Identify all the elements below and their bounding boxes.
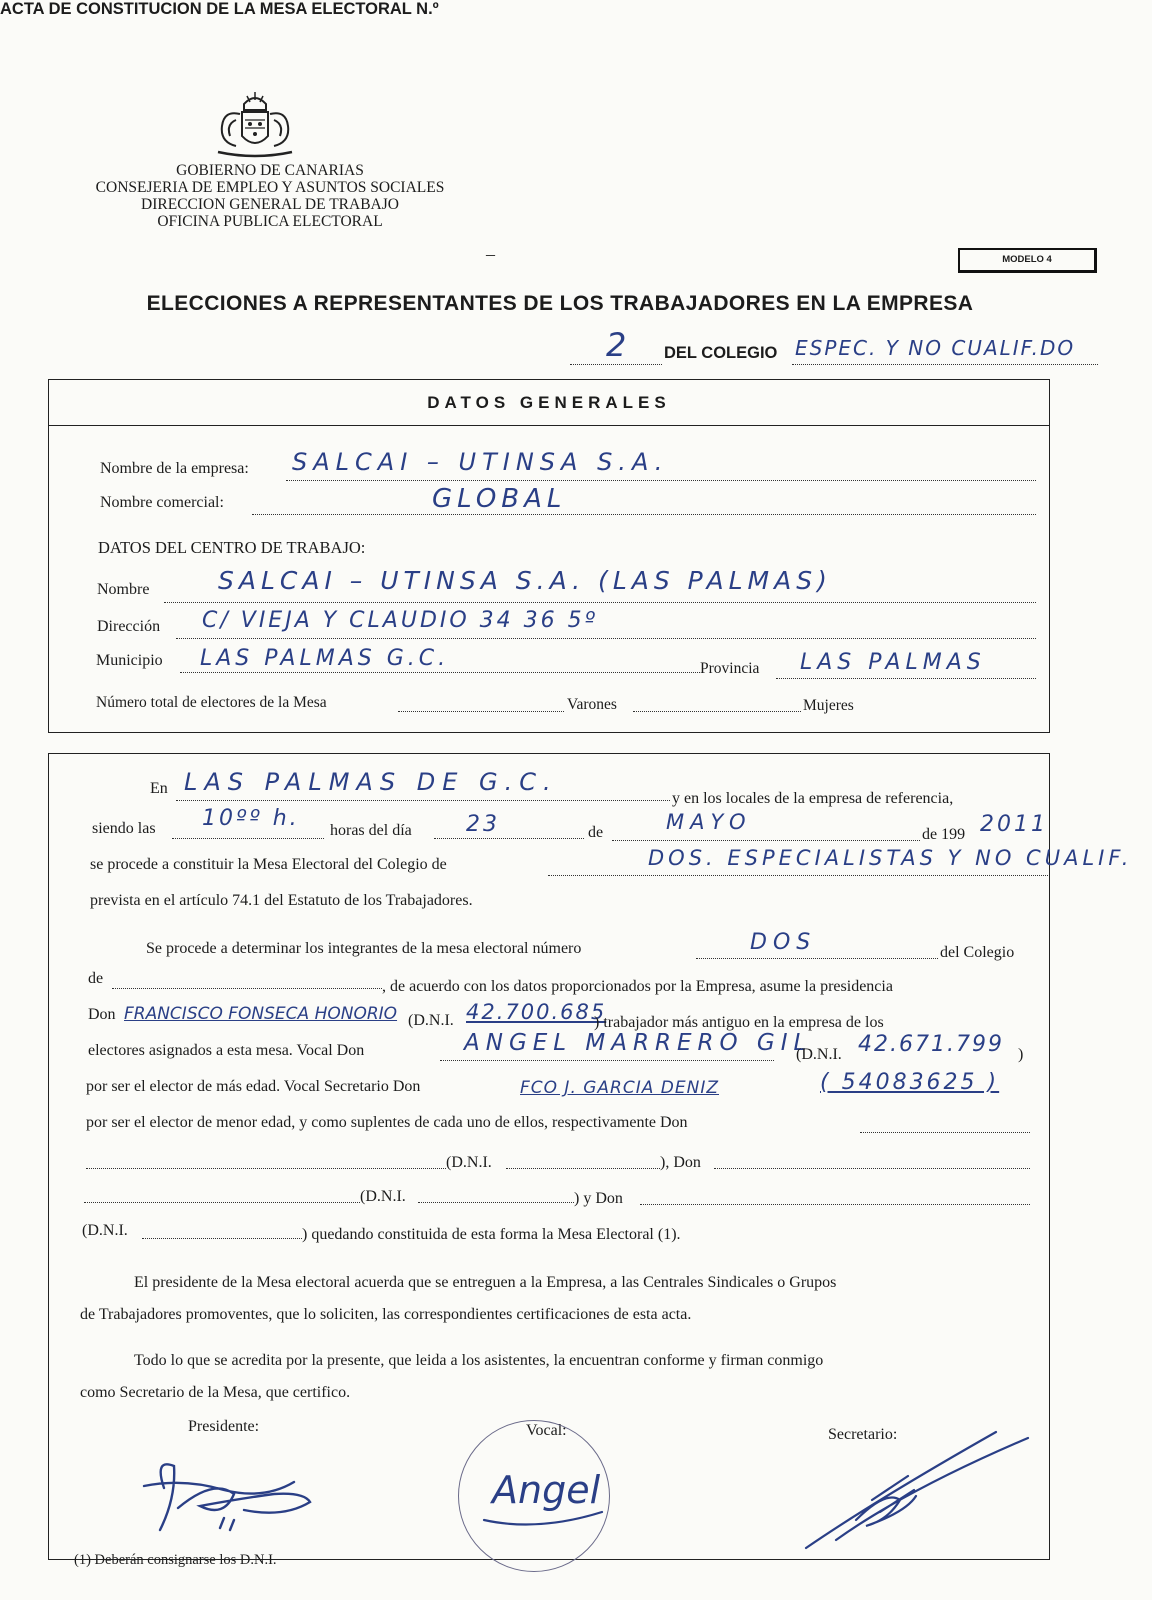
acuerdo-text: , de acuerdo con los datos proporcionados por la Empresa, asume la presidencia xyxy=(382,978,893,995)
secretario-dni-value: ( 54083625 ) xyxy=(820,1070,1000,1095)
dni-s2-label: (D.N.I. xyxy=(360,1188,406,1205)
provincia-value: LAS PALMAS xyxy=(800,650,986,675)
vocal-signature: Angel xyxy=(492,1468,601,1512)
comercial-label: Nombre comercial: xyxy=(100,494,224,511)
en-value: LAS PALMAS DE G.C. xyxy=(184,768,558,796)
paragraph-acredita-1: Todo lo que se acredita por la presente, que leida a los asistentes, la encuentran conforme y firman conmigo xyxy=(134,1352,824,1369)
direccion-label: Dirección xyxy=(97,618,161,635)
electores-text: electores asignados a esta mesa. Vocal Don xyxy=(88,1042,365,1059)
del-colegio-label: del Colegio xyxy=(940,944,1015,961)
don-s2-label: ) y Don xyxy=(574,1190,623,1207)
menor-text: por ser el elector de menor edad, y como suplentes de cada uno de ellos, respectivamente Don xyxy=(86,1114,688,1131)
presidente-dni-value: 42.700.685 xyxy=(466,1000,607,1024)
presidente-value: FRANCISCO FONSECA HONORIO xyxy=(124,1004,398,1024)
acta-line xyxy=(0,0,1152,19)
municipio-dotline xyxy=(180,672,700,673)
municipio-label: Municipio xyxy=(96,652,163,669)
header-line: GOBIERNO DE CANARIAS xyxy=(176,162,364,179)
colegio-value: ESPEC. Y NO CUALIF.DO xyxy=(795,336,1076,360)
vocal-dotline xyxy=(440,1060,774,1061)
government-header xyxy=(60,162,480,230)
suplente2-dotline xyxy=(714,1168,1030,1169)
presidente-signature xyxy=(124,1448,324,1538)
procede-dotline xyxy=(548,875,1048,876)
horas-label: horas del día xyxy=(330,822,412,839)
de2-dotline xyxy=(112,988,382,989)
colegio-label: DEL COLEGIO xyxy=(664,344,778,362)
don-label: Don xyxy=(88,1006,116,1023)
footnote: (1) Deberán consignarse los D.N.I. xyxy=(74,1552,277,1568)
acta-number-value: 2 xyxy=(606,326,630,364)
siendo-label: siendo las xyxy=(92,820,156,837)
quedando-text: ) quedando constituida de esta forma la Mesa Electoral (1). xyxy=(302,1226,681,1243)
nombre-dotline xyxy=(164,602,1036,603)
header-line: OFICINA PUBLICA ELECTORAL xyxy=(157,213,383,230)
coat-of-arms-seal xyxy=(214,90,296,160)
integrantes-label: Se procede a determinar los integrantes de la mesa electoral número xyxy=(146,940,582,957)
nombre-value: SALCAI – UTINSA S.A. (LAS PALMAS) xyxy=(218,566,832,595)
acta-number-dotline xyxy=(570,364,662,365)
de199-label: de 199 xyxy=(922,826,966,843)
empresa-value: SALCAI – UTINSA S.A. xyxy=(292,448,669,476)
en-label: En xyxy=(150,780,168,797)
provincia-dotline xyxy=(776,678,1036,679)
presidente-sign-label: Presidente: xyxy=(188,1418,260,1435)
electores-dotline xyxy=(398,711,564,712)
secretario-signature xyxy=(796,1430,1036,1560)
articulo-text: prevista en el artículo 74.1 del Estatuto de los Trabajadores. xyxy=(90,892,473,909)
hora-value: 10ºº h. xyxy=(202,806,300,831)
hora-dotline xyxy=(172,838,324,839)
empresa-dotline xyxy=(286,480,1036,481)
procede-colegio-value: DOS. ESPECIALISTAS Y NO CUALIF. xyxy=(648,846,1133,870)
mayor-text: por ser el elector de más edad. Vocal Secretario Don xyxy=(86,1078,421,1095)
header-line: CONSEJERIA DE EMPLEO Y ASUNTOS SOCIALES xyxy=(95,179,445,196)
secretario-value: FCO J. GARCIA DENIZ xyxy=(520,1078,719,1098)
centro-trabajo-label: DATOS DEL CENTRO DE TRABAJO: xyxy=(98,538,366,557)
comercial-value: GLOBAL xyxy=(432,484,567,514)
vocal-sign-label: Vocal: xyxy=(526,1422,567,1439)
procede-label: se procede a constituir la Mesa Electoral del Colegio de xyxy=(90,856,447,873)
modelo-badge: MODELO 4 xyxy=(958,248,1097,273)
mes-dotline xyxy=(612,840,920,841)
dni-s2-dotline xyxy=(418,1202,574,1203)
direccion-dotline xyxy=(176,638,1036,639)
nombre-label: Nombre xyxy=(97,581,150,598)
acta-label: ACTA DE CONSTITUCION DE LA MESA ELECTORAL N.º xyxy=(0,0,439,18)
vocal-value: ANGEL MARRERO GIL xyxy=(464,1030,813,1056)
suplente2-name-dotline xyxy=(84,1202,360,1203)
dni-open2-label: (D.N.I. xyxy=(796,1046,842,1063)
dia-value: 23 xyxy=(466,812,500,837)
vocal-dni-value: 42.671.799 xyxy=(858,1032,1004,1057)
dia-dotline xyxy=(434,838,584,839)
de-label: de xyxy=(588,824,604,841)
paragraph-entrega-2: de Trabajadores promoventes, que lo soliciten, las correspondientes certificaciones de esta acta. xyxy=(80,1306,692,1323)
numero-mesa-value: DOS xyxy=(750,930,817,955)
vocal-signature-stroke xyxy=(478,1500,608,1540)
header-line: DIRECCION GENERAL DE TRABAJO xyxy=(141,196,399,213)
header-dash: – xyxy=(486,244,495,264)
numero-mesa-dotline xyxy=(696,958,938,959)
secretario-sign-label: Secretario: xyxy=(828,1426,898,1443)
suplente1-name-dotline xyxy=(86,1168,446,1169)
anio-value: 2011 xyxy=(980,812,1048,837)
datos-generales-title: DATOS GENERALES xyxy=(427,393,671,412)
paragraph-entrega-1: El presidente de la Mesa electoral acuerda que se entreguen a la Empresa, a las Centrales Sindicales o Grupos xyxy=(134,1274,837,1291)
suplente1-dotline xyxy=(860,1132,1030,1133)
dni-open-label: (D.N.I. xyxy=(408,1012,454,1029)
de2-label: de xyxy=(88,970,104,987)
electores-label: Número total de electores de la Mesa xyxy=(96,694,327,711)
dni-s1-label: (D.N.I. xyxy=(446,1154,492,1171)
direccion-value: C/ VIEJA Y CLAUDIO 34 36 5º xyxy=(202,608,599,633)
paragraph-acredita-2: como Secretario de la Mesa, que certifico. xyxy=(80,1384,351,1401)
municipio-value: LAS PALMAS G.C. xyxy=(200,646,450,671)
mujeres-label: Mujeres xyxy=(803,697,854,714)
empresa-label: Nombre de la empresa: xyxy=(100,460,249,477)
varones-dotline xyxy=(633,711,801,712)
mes-value: MAYO xyxy=(666,810,752,834)
document-title: ELECCIONES A REPRESENTANTES DE LOS TRABAJADORES EN LA EMPRESA xyxy=(146,292,974,315)
suplente3-dotline xyxy=(640,1204,1030,1205)
locales-text: y en los locales de la empresa de referencia, xyxy=(672,790,954,807)
dni-s3-label: (D.N.I. xyxy=(82,1222,128,1239)
don-s1-label: ), Don xyxy=(660,1154,701,1171)
en-dotline xyxy=(176,800,670,801)
provincia-label: Provincia xyxy=(700,660,760,677)
varones-label: Varones xyxy=(567,696,617,713)
colegio-dotline xyxy=(792,364,1098,365)
dni-s1-dotline xyxy=(506,1168,660,1169)
vocal-close-paren: ) xyxy=(1018,1046,1024,1063)
trabajador-text: ) trabajador más antiguo en la empresa de los xyxy=(594,1014,884,1031)
dni-s3-dotline xyxy=(142,1238,302,1239)
comercial-dotline xyxy=(252,514,1036,515)
